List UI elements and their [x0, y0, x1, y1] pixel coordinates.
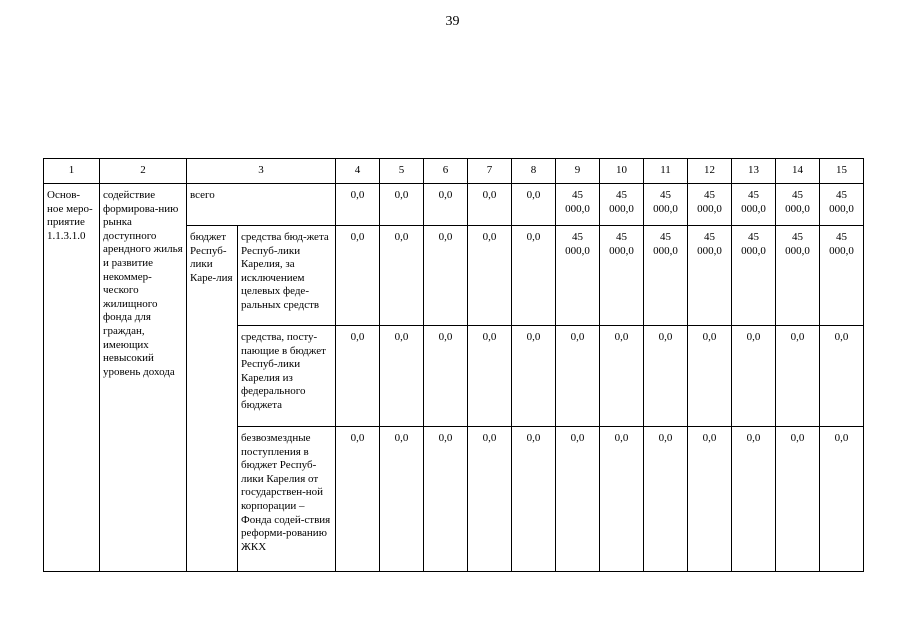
- value-cell: 0,0: [776, 326, 820, 427]
- row-label: всего: [187, 184, 336, 226]
- value-cell: 0,0: [644, 427, 688, 572]
- value-cell: 0,0: [380, 427, 424, 572]
- header-cell: 12: [688, 159, 732, 184]
- value-cell: 0,0: [776, 427, 820, 572]
- header-cell: 1: [44, 159, 100, 184]
- value-cell: 0,0: [468, 326, 512, 427]
- value-cell: 0,0: [688, 427, 732, 572]
- value-cell: 45 000,0: [776, 226, 820, 326]
- value-cell: 0,0: [512, 326, 556, 427]
- value-cell: 45 000,0: [600, 184, 644, 226]
- value-cell: 0,0: [468, 226, 512, 326]
- value-cell: 0,0: [732, 326, 776, 427]
- value-cell: 0,0: [336, 184, 380, 226]
- header-cell: 6: [424, 159, 468, 184]
- value-cell: 0,0: [380, 184, 424, 226]
- value-cell: 0,0: [644, 326, 688, 427]
- value-cell: 45 000,0: [644, 184, 688, 226]
- header-cell: 15: [820, 159, 864, 184]
- value-cell: 0,0: [468, 427, 512, 572]
- value-cell: 45 000,0: [776, 184, 820, 226]
- value-cell: 0,0: [424, 184, 468, 226]
- row-label: средства бюд-жета Респуб-лики Карелия, за исключением целевых феде-ральных средств: [238, 226, 336, 326]
- header-cell: 3: [187, 159, 336, 184]
- source-group-cell: бюджет Респуб-лики Каре-лия: [187, 226, 238, 572]
- header-cell: 14: [776, 159, 820, 184]
- value-cell: 45 000,0: [644, 226, 688, 326]
- value-cell: 0,0: [380, 326, 424, 427]
- value-cell: 0,0: [336, 427, 380, 572]
- header-cell: 13: [732, 159, 776, 184]
- table-row-total: [44, 184, 864, 226]
- value-cell: 45 000,0: [600, 226, 644, 326]
- value-cell: 0,0: [688, 326, 732, 427]
- value-cell: 0,0: [732, 427, 776, 572]
- value-cell: 0,0: [556, 326, 600, 427]
- header-cell: 8: [512, 159, 556, 184]
- measure-goal-cell: содействие формирова-нию рынка доступного арендного жилья и развитие некоммер-ческого жилищного фонда для граждан, имеющих невысокий уровень дохода: [100, 184, 187, 572]
- value-cell: 45 000,0: [556, 184, 600, 226]
- header-cell: 9: [556, 159, 600, 184]
- value-cell: 0,0: [424, 427, 468, 572]
- value-cell: 0,0: [380, 226, 424, 326]
- value-cell: 0,0: [820, 326, 864, 427]
- header-cell: 2: [100, 159, 187, 184]
- value-cell: 45 000,0: [688, 226, 732, 326]
- header-cell: 10: [600, 159, 644, 184]
- value-cell: 0,0: [512, 184, 556, 226]
- value-cell: 0,0: [468, 184, 512, 226]
- header-row: [44, 159, 864, 184]
- value-cell: 0,0: [424, 326, 468, 427]
- value-cell: 0,0: [820, 427, 864, 572]
- value-cell: 0,0: [336, 326, 380, 427]
- measure-name-cell: Основ-ное меро-приятие 1.1.3.1.0: [44, 184, 100, 572]
- value-cell: 0,0: [600, 326, 644, 427]
- value-cell: 45 000,0: [820, 184, 864, 226]
- value-cell: 0,0: [424, 226, 468, 326]
- row-label: безвозмездные поступления в бюджет Респуб-лики Карелия от государствен-ной корпорации – Фонда содей-ствия реформи-рованию ЖКХ: [238, 427, 336, 572]
- value-cell: 0,0: [512, 427, 556, 572]
- value-cell: 45 000,0: [732, 226, 776, 326]
- header-cell: 11: [644, 159, 688, 184]
- value-cell: 45 000,0: [732, 184, 776, 226]
- value-cell: 0,0: [600, 427, 644, 572]
- header-cell: 5: [380, 159, 424, 184]
- value-cell: 0,0: [556, 427, 600, 572]
- row-label: средства, посту-пающие в бюджет Респуб-лики Карелия из федерального бюджета: [238, 326, 336, 427]
- page-number: 39: [445, 14, 460, 29]
- value-cell: 0,0: [336, 226, 380, 326]
- header-cell: 4: [336, 159, 380, 184]
- value-cell: 45 000,0: [556, 226, 600, 326]
- header-cell: 7: [468, 159, 512, 184]
- value-cell: 0,0: [512, 226, 556, 326]
- budget-table: [43, 158, 864, 572]
- value-cell: 45 000,0: [820, 226, 864, 326]
- value-cell: 45 000,0: [688, 184, 732, 226]
